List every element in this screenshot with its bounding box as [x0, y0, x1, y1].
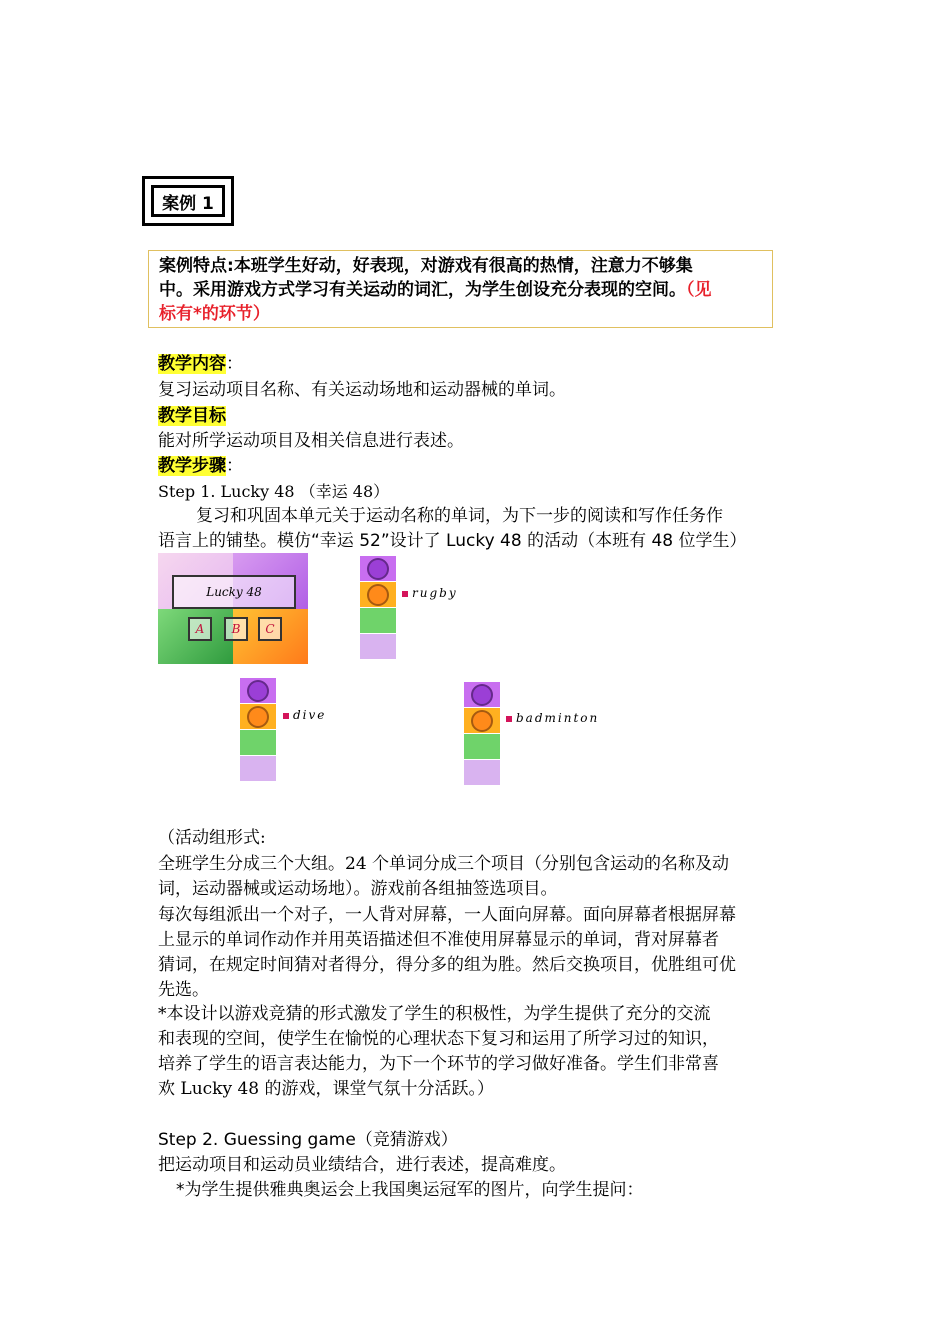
clock-icon — [247, 706, 269, 728]
activity-line-8: *本设计以游戏竞猜的形式激发了学生的积极性，为学生提供了充分的交流 — [158, 1004, 711, 1024]
feature-text-1: 本班学生好动，好表现，对游戏有很高的热情，注意力不够集 — [233, 256, 693, 276]
step2-paragraph-2: *为学生提供雅典奥运会上我国奥运冠军的图片，向学生提问： — [176, 1180, 644, 1200]
feature-label: 案例特点: — [159, 256, 234, 276]
activity-line-1: （活动组形式: — [158, 828, 266, 848]
feature-note-1: （见 — [686, 280, 712, 300]
step1-title: Step 1. Lucky 48 （幸运 48） — [158, 482, 390, 501]
thumbnail-strip-badminton — [464, 682, 504, 786]
activity-line-10: 培养了学生的语言表达能力，为下一个环节的学习做好准备。学生们非常喜 — [158, 1054, 719, 1074]
bullet-icon — [402, 591, 408, 597]
feature-text-2: 中。采用游戏方式学习有关运动的词汇，为学生创设充分表现的空间。 — [159, 280, 686, 300]
activity-line-3: 词，运动器械或运动场地）。游戏前各组抽签选项目。 — [158, 879, 558, 899]
clock-icon — [471, 710, 493, 732]
feature-line-2 — [159, 278, 762, 302]
activity-line-6: 猜词，在规定时间猜对者得分，得分多的组为胜。然后交换项目，优胜组可优 — [158, 955, 736, 975]
clock-icon — [367, 584, 389, 606]
lucky48-title-box: Lucky 48 — [172, 575, 296, 609]
book-icon — [464, 760, 500, 785]
book-icon — [240, 730, 276, 755]
word-rugby: rugby — [402, 586, 458, 600]
clock-icon — [367, 558, 389, 580]
letter-a: A — [188, 617, 212, 641]
word-badminton: badminton — [506, 711, 599, 725]
activity-line-5: 上显示的单词作动作并用英语描述但不准使用屏幕显示的单词，背对屏幕者 — [158, 930, 719, 950]
step2-title: Step 2. Guessing game（竞猜游戏） — [158, 1130, 458, 1150]
activity-line-11: 欢 Lucky 48 的游戏，课堂气氛十分活跃。） — [158, 1079, 495, 1099]
letter-c: C — [258, 617, 282, 641]
activity-line-2: 全班学生分成三个大组。24 个单词分成三个项目（分别包含运动的名称及动 — [158, 854, 730, 874]
bullet-icon — [506, 716, 512, 722]
case-feature-box — [148, 250, 773, 328]
step1-paragraph-1: 复习和巩固本单元关于运动名称的单词，为下一步的阅读和写作任务作 — [196, 506, 723, 526]
letter-b: B — [224, 617, 248, 641]
activity-line-4: 每次每组派出一个对子，一人背对屏幕，一人面向屏幕。面向屏幕者根据屏幕 — [158, 905, 736, 925]
bullet-icon — [283, 713, 289, 719]
lucky48-title-image — [158, 553, 308, 664]
teaching-goal-heading: 教学目标 — [158, 406, 226, 426]
thumbnail-strip-rugby — [360, 556, 400, 660]
step1-paragraph-2: 语言上的铺垫。模仿“幸运 52”设计了 Lucky 48 的活动（本班有 48 位学生） — [158, 531, 747, 551]
book-icon — [240, 756, 276, 781]
teaching-steps-heading: 教学步骤： — [158, 456, 243, 476]
teaching-content-text: 复习运动项目名称、有关运动场地和运动器械的单词。 — [158, 380, 566, 400]
activity-line-9: 和表现的空间，使学生在愉悦的心理状态下复习和运用了所学习过的知识， — [158, 1029, 719, 1049]
teaching-content-heading: 教学内容： — [158, 354, 243, 374]
book-icon — [360, 608, 396, 633]
step2-paragraph-1: 把运动项目和运动员业绩结合，进行表述，提高难度。 — [158, 1155, 566, 1175]
clock-icon — [471, 684, 493, 706]
clock-icon — [247, 680, 269, 702]
book-icon — [464, 734, 500, 759]
feature-line-3 — [159, 302, 762, 326]
case-label-box — [142, 176, 234, 226]
book-icon — [360, 634, 396, 659]
case-label: 案例 1 — [151, 185, 225, 217]
feature-note-2: 标有*的环节） — [159, 304, 270, 324]
thumbnail-strip-dive — [240, 678, 280, 782]
feature-line-1 — [159, 254, 762, 278]
teaching-goal-text: 能对所学运动项目及相关信息进行表述。 — [158, 431, 464, 451]
word-dive: dive — [283, 708, 326, 722]
activity-line-7: 先选。 — [158, 980, 209, 1000]
